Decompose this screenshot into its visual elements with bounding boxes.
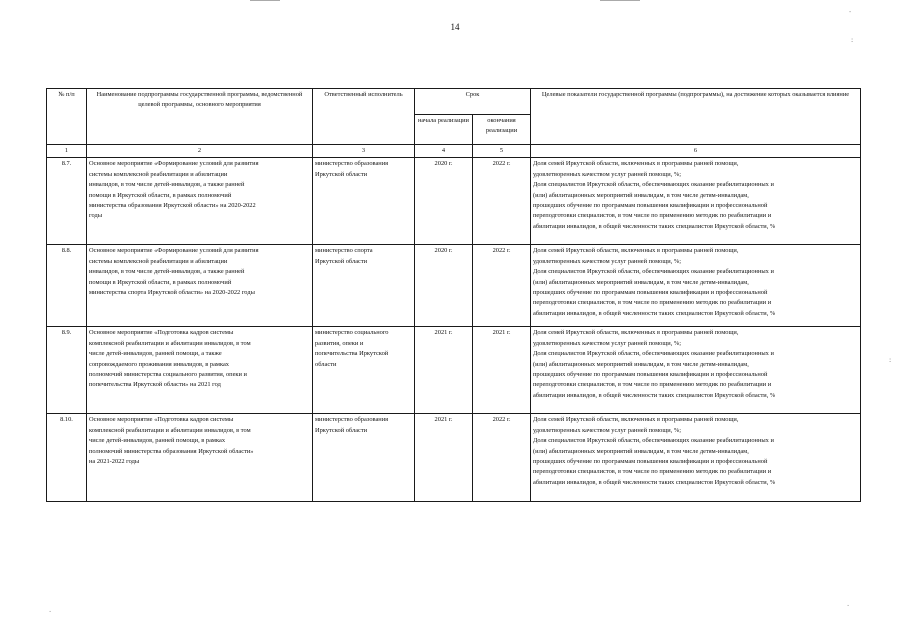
text-line: комплексной реабилитации и абилитации инвалидов, в том xyxy=(89,426,251,434)
text-line: прошедших обучение по программам повышения квалификации и профессиональной xyxy=(533,458,768,466)
header-executor: Ответственный исполнитель xyxy=(313,89,415,145)
scan-edge-mark xyxy=(250,0,280,1)
text-line: Иркутской области xyxy=(315,170,368,178)
text-line: удовлетворенных качеством услуг ранней помощи, %; xyxy=(533,426,681,434)
target-indicators xyxy=(531,327,861,414)
text-line: на 2021-2022 годы xyxy=(89,458,140,466)
text-line: Доля семей Иркутской области, включенных в программы ранней помощи, xyxy=(533,416,739,424)
text-line: помощи в Иркутской области, в рамках полномочий xyxy=(89,191,232,199)
text-line: прошедших обучение по программам повышения квалификации и профессиональной xyxy=(533,289,768,297)
text-line: переподготовки специалистов, в том числе по применению методик по реабилитации и xyxy=(533,299,772,307)
table-row xyxy=(47,245,861,327)
scan-speck: - xyxy=(848,8,853,16)
responsible-executor xyxy=(313,158,415,245)
term-start: 2020 г. xyxy=(415,245,473,327)
text-line: попечительства Иркутской области» на 2021 год xyxy=(89,381,221,389)
text-line: абилитации инвалидов, в общей численности таких специалистов Иркутской области, % xyxy=(533,391,776,399)
scan-speck: . xyxy=(48,606,53,614)
text-line: Доля специалистов Иркутской области, обеспечивающих оказание реабилитационных и xyxy=(533,181,774,189)
scan-speck: : xyxy=(888,356,893,364)
text-line: прошедших обучение по программам повышения квалификации и профессиональной xyxy=(533,371,768,379)
text-line: Основное мероприятие «Формирование условий для развития xyxy=(89,247,259,255)
activity-name xyxy=(87,414,313,502)
text-line: Основное мероприятие «Подготовка кадров системы xyxy=(89,416,234,424)
text-line: министерства спорта Иркутской области» на 2020-2022 годы xyxy=(89,289,255,297)
text-line: Иркутской области xyxy=(315,426,368,434)
text-line: области xyxy=(315,360,337,368)
text-line: помощи в Иркутской области, в рамках полномочий xyxy=(89,278,232,286)
text-line: абилитации инвалидов, в общей численности таких специалистов Иркутской области, % xyxy=(533,309,776,317)
responsible-executor xyxy=(313,414,415,502)
target-indicators xyxy=(531,414,861,502)
term-end: 2022 г. xyxy=(473,158,531,245)
text-line: системы комплексной реабилитации и абилитации xyxy=(89,257,228,265)
scan-speck: : xyxy=(850,36,855,44)
text-line: удовлетворенных качеством услуг ранней помощи, %; xyxy=(533,257,681,265)
header-term: Срок xyxy=(415,89,531,115)
text-line: Доля семей Иркутской области, включенных в программы ранней помощи, xyxy=(533,247,739,255)
text-line: полномочий министерства социального развития, опеки и xyxy=(89,371,247,379)
text-line: Доля семей Иркутской области, включенных в программы ранней помощи, xyxy=(533,160,739,168)
text-line: (или) абилитационных мероприятий инвалидам, в том числе детям-инвалидам, xyxy=(533,360,749,368)
activity-name xyxy=(87,158,313,245)
text-line: абилитации инвалидов, в общей численности таких специалистов Иркутской области, % xyxy=(533,478,776,486)
scan-speck: . xyxy=(846,600,851,608)
text-line: полномочий министерства образования Иркутской области» xyxy=(89,447,254,455)
column-number: 1 xyxy=(47,145,87,158)
text-line: удовлетворенных качеством услуг ранней помощи, %; xyxy=(533,170,681,178)
text-line: Основное мероприятие «Подготовка кадров системы xyxy=(89,329,234,337)
text-line: переподготовки специалистов, в том числе по применению методик по реабилитации и xyxy=(533,381,772,389)
term-end: 2022 г. xyxy=(473,245,531,327)
target-indicators xyxy=(531,158,861,245)
column-number: 6 xyxy=(531,145,861,158)
text-line: Доля специалистов Иркутской области, обеспечивающих оказание реабилитационных и xyxy=(533,350,774,358)
text-line: (или) абилитационных мероприятий инвалидам, в том числе детям-инвалидам, xyxy=(533,447,749,455)
text-line: (или) абилитационных мероприятий инвалидам, в том числе детям-инвалидам, xyxy=(533,191,749,199)
target-indicators xyxy=(531,245,861,327)
row-number: 8.9. xyxy=(47,327,87,414)
column-number: 2 xyxy=(87,145,313,158)
row-number: 8.10. xyxy=(47,414,87,502)
text-line: комплексной реабилитации и абилитации инвалидов, в том xyxy=(89,339,251,347)
text-line: Доля специалистов Иркутской области, обеспечивающих оказание реабилитационных и xyxy=(533,268,774,276)
text-line: Иркутской области xyxy=(315,257,368,265)
page-number: 14 xyxy=(450,22,460,32)
text-line: числе детей-инвалидов, ранней помощи, а также xyxy=(89,350,222,358)
text-line: развития, опеки и xyxy=(315,339,364,347)
program-activities-table xyxy=(46,88,861,502)
header-indicators: Целевые показатели государственной программы (подпрограммы), на достижение которых оказывается влияние xyxy=(531,89,861,145)
header-num: № п/п xyxy=(47,89,87,145)
text-line: абилитации инвалидов, в общей численности таких специалистов Иркутской области, % xyxy=(533,222,776,230)
responsible-executor xyxy=(313,245,415,327)
header-name: Наименование подпрограммы государственной программы, ведомственной целевой программы, основного мероприятия xyxy=(87,89,313,145)
table-row xyxy=(47,327,861,414)
column-number: 5 xyxy=(473,145,531,158)
activity-name xyxy=(87,327,313,414)
term-start: 2021 г. xyxy=(415,327,473,414)
text-line: переподготовки специалистов, в том числе по применению методик по реабилитации и xyxy=(533,468,772,476)
text-line: Доля семей Иркутской области, включенных в программы ранней помощи, xyxy=(533,329,739,337)
column-number: 3 xyxy=(313,145,415,158)
text-line: министерства образования Иркутской области» на 2020-2022 xyxy=(89,202,256,210)
text-line: министерство образования xyxy=(315,416,389,424)
header-term-end: окончания реализации xyxy=(473,115,531,145)
scan-edge-mark xyxy=(600,0,640,1)
text-line: попечительства Иркутской xyxy=(315,350,389,358)
text-line: (или) абилитационных мероприятий инвалидам, в том числе детям-инвалидам, xyxy=(533,278,749,286)
row-number: 8.7. xyxy=(47,158,87,245)
responsible-executor xyxy=(313,327,415,414)
text-line: Основное мероприятие «Формирование условий для развития xyxy=(89,160,259,168)
text-line: инвалидов, в том числе детей-инвалидов, а также ранней xyxy=(89,268,245,276)
text-line: годы xyxy=(89,212,103,220)
text-line: системы комплексной реабилитации и абилитации xyxy=(89,170,228,178)
text-line: министерство социального xyxy=(315,329,389,337)
table-row xyxy=(47,414,861,502)
text-line: министерство спорта xyxy=(315,247,373,255)
text-line: прошедших обучение по программам повышения квалификации и профессиональной xyxy=(533,202,768,210)
column-number: 4 xyxy=(415,145,473,158)
text-line: Доля специалистов Иркутской области, обеспечивающих оказание реабилитационных и xyxy=(533,437,774,445)
header-term-start: начала реализации xyxy=(415,115,473,145)
text-line: числе детей-инвалидов, ранней помощи, в рамках xyxy=(89,437,226,445)
term-end: 2021 г. xyxy=(473,327,531,414)
activity-name xyxy=(87,245,313,327)
text-line: министерство образования xyxy=(315,160,389,168)
text-line: переподготовки специалистов, в том числе по применению методик по реабилитации и xyxy=(533,212,772,220)
term-start: 2021 г. xyxy=(415,414,473,502)
term-end: 2022 г. xyxy=(473,414,531,502)
text-line: удовлетворенных качеством услуг ранней помощи, %; xyxy=(533,339,681,347)
text-line: сопровождаемого проживания инвалидов, в рамках xyxy=(89,360,229,368)
table-row xyxy=(47,158,861,245)
term-start: 2020 г. xyxy=(415,158,473,245)
row-number: 8.8. xyxy=(47,245,87,327)
text-line: инвалидов, в том числе детей-инвалидов, а также ранней xyxy=(89,181,245,189)
